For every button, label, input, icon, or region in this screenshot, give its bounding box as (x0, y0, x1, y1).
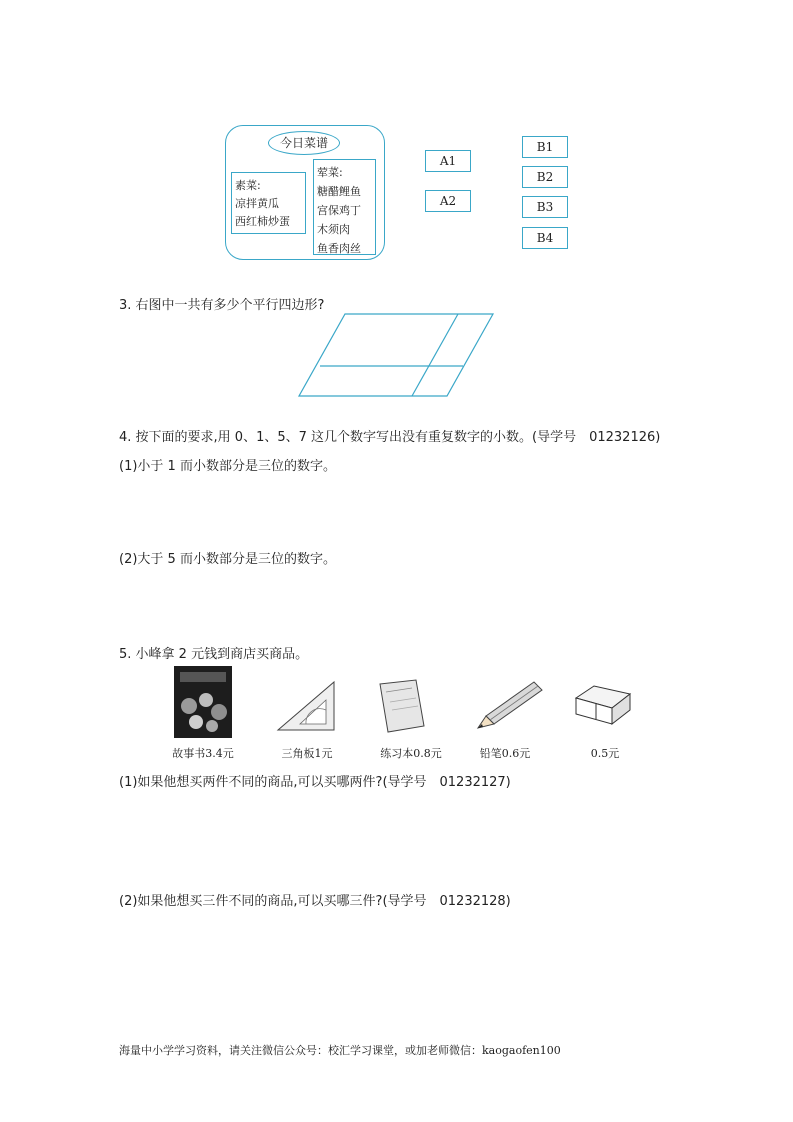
question-3: 3. 右图中一共有多少个平行四边形? (119, 298, 325, 313)
footer-note: 海量中小学学习资料，请关注微信公众号：校汇学习课堂，或加老师微信：kaogaofen100 (119, 1044, 561, 1057)
item-label-eraser: 0.5元 (590, 747, 620, 760)
pencil-icon (474, 676, 550, 730)
meat-heading: 荤菜: (317, 166, 343, 179)
exercise-book-icon (372, 678, 428, 736)
parallelogram-figure (295, 312, 495, 398)
meat-item: 宫保鸡丁 (317, 204, 361, 217)
item-label-set-square: 三角板1元 (281, 747, 333, 760)
item-label-storybook: 故事书3.4元 (172, 747, 234, 760)
question-5-part-1: (1)如果他想买两件不同的商品,可以买哪两件?(导学号 01232127) (119, 775, 511, 790)
question-4-part-2: (2)大于 5 而小数部分是三位的数字。 (119, 552, 336, 567)
menu-title: 今日菜谱 (268, 131, 340, 155)
question-5: 5. 小峰拿 2 元钱到商店买商品。 (119, 647, 309, 662)
label-a2: A2 (425, 190, 471, 212)
veg-heading: 素菜: (235, 179, 261, 192)
veg-item: 西红柿炒蛋 (235, 215, 290, 228)
meat-item: 鱼香肉丝 (317, 242, 361, 255)
label-b2: B2 (522, 166, 568, 188)
veg-dishes-box (231, 172, 306, 234)
item-label-pencil: 铅笔0.6元 (479, 747, 531, 760)
label-a1: A1 (425, 150, 471, 172)
label-b1: B1 (522, 136, 568, 158)
item-label-exercise-book: 练习本0.8元 (380, 747, 442, 760)
question-5-part-2: (2)如果他想买三件不同的商品,可以买哪三件?(导学号 01232128) (119, 894, 511, 909)
meat-item: 糖醋鲤鱼 (317, 185, 361, 198)
eraser-icon (574, 684, 632, 726)
veg-item: 凉拌黄瓜 (235, 197, 279, 210)
set-square-icon (276, 680, 338, 732)
question-4: 4. 按下面的要求,用 0、1、5、7 这几个数字写出没有重复数字的小数。(导学号 01232126) (119, 430, 661, 445)
meat-item: 木须肉 (317, 223, 350, 236)
label-b3: B3 (522, 196, 568, 218)
label-b4: B4 (522, 227, 568, 249)
meat-dishes-box (313, 159, 376, 255)
storybook-icon (174, 666, 232, 738)
question-4-part-1: (1)小于 1 而小数部分是三位的数字。 (119, 459, 336, 474)
